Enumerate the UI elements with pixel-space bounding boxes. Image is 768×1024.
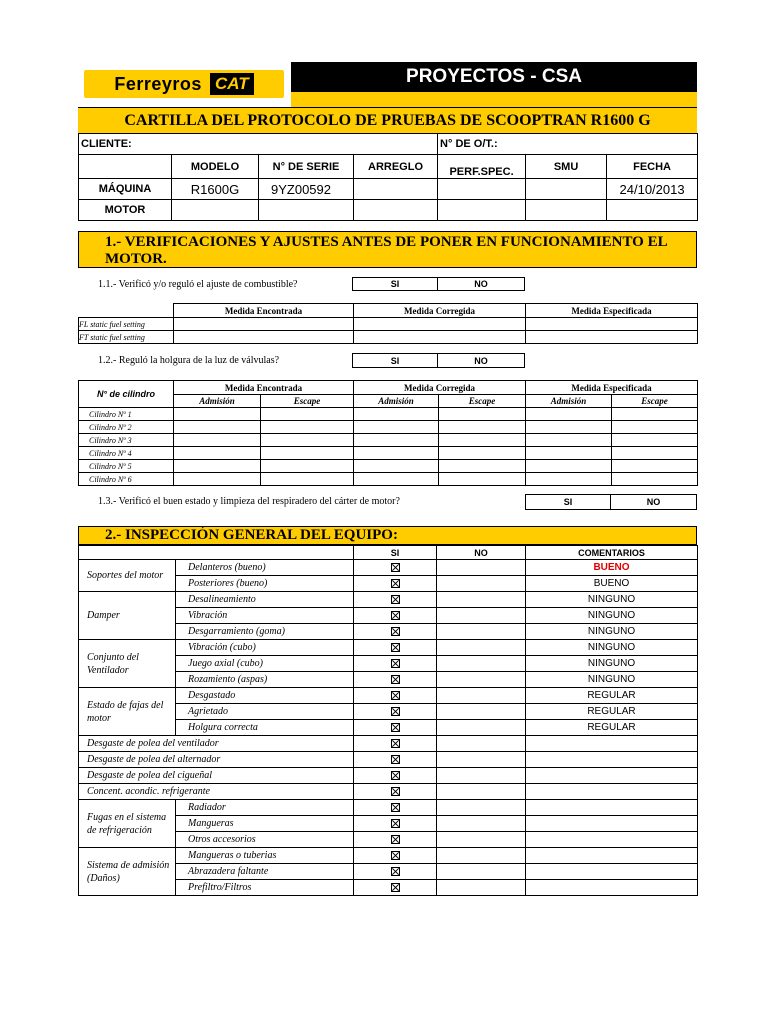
- ot-label: N° DE O/T.:: [438, 134, 698, 155]
- group-label: Soportes del motor: [79, 560, 176, 592]
- maquina-serie: 9YZ00592: [259, 179, 354, 200]
- no-cell[interactable]: [437, 640, 526, 656]
- si-cell[interactable]: [354, 800, 437, 816]
- no-cell[interactable]: [437, 848, 526, 864]
- col-si: SI: [354, 546, 437, 560]
- no-cell[interactable]: [437, 560, 526, 576]
- si-cell[interactable]: [354, 592, 437, 608]
- group-label: Damper: [79, 592, 176, 640]
- checked-box-icon[interactable]: [391, 723, 400, 732]
- no-cell[interactable]: [437, 656, 526, 672]
- item-name: Desgastado: [176, 688, 354, 704]
- si-cell[interactable]: [354, 688, 437, 704]
- cilindro-3: Cilindro Nº 3: [79, 434, 174, 447]
- info-table: [78, 133, 698, 221]
- cilindro-4: Cilindro Nº 4: [79, 447, 174, 460]
- checked-box-icon[interactable]: [391, 739, 400, 748]
- comment-cell[interactable]: [526, 816, 698, 832]
- si-cell[interactable]: [354, 816, 437, 832]
- si-cell[interactable]: [354, 720, 437, 736]
- checked-box-icon[interactable]: [391, 835, 400, 844]
- main-title: CARTILLA DEL PROTOCOLO DE PRUEBAS DE SCOOPTRAN R1600 G: [78, 107, 697, 133]
- maquina-modelo: R1600G: [172, 179, 259, 200]
- item-name: Desgaste de polea del alternador: [79, 752, 354, 768]
- header-band: [291, 92, 697, 107]
- no-cell[interactable]: [437, 800, 526, 816]
- no-cell[interactable]: [437, 576, 526, 592]
- checked-box-icon[interactable]: [391, 787, 400, 796]
- header-blank: [79, 546, 354, 560]
- no-cell[interactable]: [437, 784, 526, 800]
- item-name: Desgarramiento (goma): [176, 624, 354, 640]
- cilindro-5: Cilindro Nº 5: [79, 460, 174, 473]
- si-cell[interactable]: [354, 832, 437, 848]
- checked-box-icon[interactable]: [391, 707, 400, 716]
- si-cell[interactable]: [354, 640, 437, 656]
- col-arreglo: ARREGLO: [354, 155, 438, 179]
- no-cell[interactable]: [437, 688, 526, 704]
- q1-no[interactable]: NO: [437, 277, 525, 291]
- sub-escape: Escape: [439, 395, 526, 408]
- comment-cell[interactable]: NINGUNO: [526, 640, 698, 656]
- project-title: PROYECTOS - CSA: [291, 62, 697, 92]
- item-name: Desalineamiento: [176, 592, 354, 608]
- item-name: Prefiltro/Filtros: [176, 880, 354, 896]
- no-cell[interactable]: [437, 864, 526, 880]
- checked-box-icon[interactable]: [391, 627, 400, 636]
- no-cell[interactable]: [437, 752, 526, 768]
- sub-escape: Escape: [612, 395, 698, 408]
- item-name: Concent. acondic. refrigerante: [79, 784, 354, 800]
- si-cell[interactable]: [354, 864, 437, 880]
- maquina-arreglo: [354, 179, 438, 200]
- no-cell[interactable]: [437, 736, 526, 752]
- item-name: Radiador: [176, 800, 354, 816]
- no-cell[interactable]: [437, 592, 526, 608]
- checked-box-icon[interactable]: [391, 595, 400, 604]
- group-label: Fugas en el sistema de refrigeración: [79, 800, 176, 848]
- logo: [78, 62, 291, 107]
- checked-box-icon[interactable]: [391, 867, 400, 876]
- si-cell[interactable]: [354, 704, 437, 720]
- q3-no[interactable]: NO: [610, 494, 697, 510]
- checked-box-icon[interactable]: [391, 563, 400, 572]
- item-name: Otros accesorios: [176, 832, 354, 848]
- comment-cell[interactable]: NINGUNO: [526, 624, 698, 640]
- si-cell[interactable]: [354, 880, 437, 896]
- cilindro-1: Cilindro Nº 1: [79, 408, 174, 421]
- cilindro-header: N° de cilindro: [79, 381, 174, 408]
- no-cell[interactable]: [437, 816, 526, 832]
- comment-cell[interactable]: REGULAR: [526, 704, 698, 720]
- comment-cell[interactable]: [526, 832, 698, 848]
- checked-box-icon[interactable]: [391, 611, 400, 620]
- logo-text: Ferreyros: [114, 73, 202, 94]
- comment-cell[interactable]: NINGUNO: [526, 608, 698, 624]
- table-row: [79, 800, 698, 816]
- logo-plate: [84, 70, 284, 98]
- q2-no[interactable]: NO: [437, 353, 525, 368]
- table-row: [79, 848, 698, 864]
- cilindro-6: Cilindro Nº 6: [79, 473, 174, 486]
- maquina-fecha: 24/10/2013: [607, 179, 698, 200]
- no-cell[interactable]: [437, 704, 526, 720]
- fuel-table: [78, 303, 698, 344]
- item-name: Juego axial (cubo): [176, 656, 354, 672]
- q2-text: 1.2.- Reguló la holgura de la luz de válvulas?: [98, 355, 280, 366]
- checked-box-icon[interactable]: [391, 819, 400, 828]
- sub-admision: Admisión: [174, 395, 261, 408]
- checked-box-icon[interactable]: [391, 851, 400, 860]
- checked-box-icon[interactable]: [391, 659, 400, 668]
- q2-si[interactable]: SI: [352, 353, 438, 368]
- si-cell[interactable]: [354, 560, 437, 576]
- group-label: Sistema de admisión (Daños): [79, 848, 176, 896]
- col-smu: SMU: [526, 155, 607, 179]
- inspection-table: [78, 545, 698, 896]
- table-row: [79, 736, 698, 752]
- fuel-h-especificada: Medida Especificada: [526, 304, 698, 318]
- q3-si[interactable]: SI: [525, 494, 611, 510]
- item-name: Rozamiento (aspas): [176, 672, 354, 688]
- no-cell[interactable]: [437, 672, 526, 688]
- comment-cell[interactable]: [526, 768, 698, 784]
- col-modelo: MODELO: [172, 155, 259, 179]
- maquina-perf: [438, 179, 526, 200]
- comment-cell[interactable]: [526, 800, 698, 816]
- comment-cell[interactable]: [526, 864, 698, 880]
- no-cell[interactable]: [437, 720, 526, 736]
- comment-cell[interactable]: BUENO: [526, 576, 698, 592]
- comment-cell[interactable]: [526, 848, 698, 864]
- cyl-h-corregida: Medida Corregida: [354, 381, 526, 395]
- item-name: Holgura correcta: [176, 720, 354, 736]
- item-name: Mangueras: [176, 816, 354, 832]
- item-name: Desgaste de polea del ventilador: [79, 736, 354, 752]
- fuel-row-ft: FT static fuel setting: [79, 331, 174, 344]
- item-name: Abrazadera faltante: [176, 864, 354, 880]
- no-cell[interactable]: [437, 624, 526, 640]
- section1-title: 1.- VERIFICACIONES Y AJUSTES ANTES DE PONER EN FUNCIONAMIENTO EL MOTOR.: [78, 231, 697, 268]
- comment-cell[interactable]: [526, 880, 698, 896]
- maquina-smu: [526, 179, 607, 200]
- q1-si[interactable]: SI: [352, 277, 438, 291]
- item-name: Vibración (cubo): [176, 640, 354, 656]
- table-row: [79, 592, 698, 608]
- fuel-h-corregida: Medida Corregida: [354, 304, 526, 318]
- comment-cell[interactable]: NINGUNO: [526, 672, 698, 688]
- fuel-h-encontrada: Medida Encontrada: [174, 304, 354, 318]
- maquina-label: MÁQUINA: [79, 179, 172, 200]
- section2-title: 2.- INSPECCIÓN GENERAL DEL EQUIPO:: [78, 526, 697, 545]
- col-fecha: FECHA: [607, 155, 698, 179]
- cliente-label: CLIENTE:: [79, 134, 438, 155]
- item-name: Vibración: [176, 608, 354, 624]
- si-cell[interactable]: [354, 848, 437, 864]
- checked-box-icon[interactable]: [391, 883, 400, 892]
- sub-admision: Admisión: [526, 395, 612, 408]
- table-row: [79, 560, 698, 576]
- comment-cell[interactable]: [526, 736, 698, 752]
- no-cell[interactable]: [437, 880, 526, 896]
- cilindro-2: Cilindro Nº 2: [79, 421, 174, 434]
- checked-box-icon[interactable]: [391, 803, 400, 812]
- si-cell[interactable]: [354, 736, 437, 752]
- si-cell[interactable]: [354, 656, 437, 672]
- si-cell[interactable]: [354, 784, 437, 800]
- comment-cell[interactable]: NINGUNO: [526, 592, 698, 608]
- q3-text: 1.3.- Verificó el buen estado y limpieza del respiradero del cárter de motor?: [98, 496, 400, 507]
- checked-box-icon[interactable]: [391, 691, 400, 700]
- checked-box-icon[interactable]: [391, 675, 400, 684]
- fuel-row-fl: FL static fuel setting: [79, 318, 174, 331]
- si-cell[interactable]: [354, 768, 437, 784]
- item-name: Delanteros (bueno): [176, 560, 354, 576]
- col-comentarios: COMENTARIOS: [526, 546, 698, 560]
- item-name: Agrietado: [176, 704, 354, 720]
- col-serie: N° DE SERIE: [259, 155, 354, 179]
- comment-cell[interactable]: [526, 784, 698, 800]
- table-row: [79, 784, 698, 800]
- checked-box-icon[interactable]: [391, 643, 400, 652]
- sub-escape: Escape: [261, 395, 354, 408]
- cylinder-table: [78, 380, 698, 486]
- si-cell[interactable]: [354, 672, 437, 688]
- si-cell[interactable]: [354, 576, 437, 592]
- no-cell[interactable]: [437, 832, 526, 848]
- col-perf: PERF.SPEC.: [438, 155, 526, 179]
- q1-text: 1.1.- Verificó y/o reguló el ajuste de combustible?: [98, 279, 298, 290]
- no-cell[interactable]: [437, 768, 526, 784]
- group-label: Conjunto del Ventilador: [79, 640, 176, 688]
- checked-box-icon[interactable]: [391, 579, 400, 588]
- cyl-h-encontrada: Medida Encontrada: [174, 381, 354, 395]
- comment-cell[interactable]: NINGUNO: [526, 656, 698, 672]
- cyl-h-especificada: Medida Especificada: [526, 381, 698, 395]
- motor-label: MOTOR: [79, 200, 172, 221]
- comment-cell[interactable]: BUENO: [526, 560, 698, 576]
- comment-cell[interactable]: REGULAR: [526, 688, 698, 704]
- table-row: [79, 768, 698, 784]
- col-no: NO: [437, 546, 526, 560]
- comment-cell[interactable]: REGULAR: [526, 720, 698, 736]
- comment-cell[interactable]: [526, 752, 698, 768]
- no-cell[interactable]: [437, 608, 526, 624]
- table-row: [79, 688, 698, 704]
- logo-cat: CAT: [210, 73, 254, 95]
- si-cell[interactable]: [354, 608, 437, 624]
- item-name: Mangueras o tuberias: [176, 848, 354, 864]
- table-row: [79, 752, 698, 768]
- table-row: [79, 640, 698, 656]
- item-name: Desgaste de polea del cigueñal: [79, 768, 354, 784]
- sub-admision: Admisión: [354, 395, 439, 408]
- checked-box-icon[interactable]: [391, 771, 400, 780]
- group-label: Estado de fajas del motor: [79, 688, 176, 736]
- si-cell[interactable]: [354, 624, 437, 640]
- si-cell[interactable]: [354, 752, 437, 768]
- item-name: Posteriores (bueno): [176, 576, 354, 592]
- checked-box-icon[interactable]: [391, 755, 400, 764]
